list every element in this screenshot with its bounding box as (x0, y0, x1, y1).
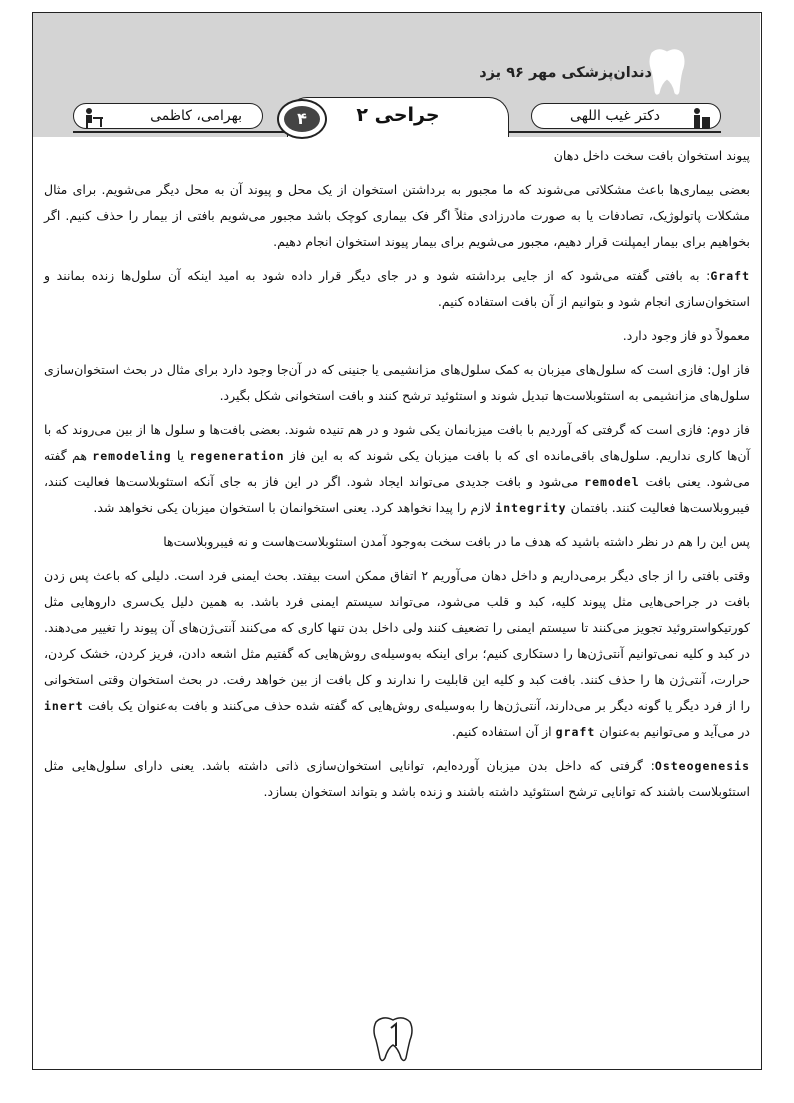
paragraph (44, 417, 750, 521)
latin-term: remodel (584, 475, 640, 489)
paragraph-text: می‌شود و بافت جدیدی می‌تواند ایجاد شود. اگر در این فاز به جای آنکه استئوبلاست‌ها فعالیت کنند، فیبروبلاست‌ها فعالیت کنند. بافتمان (44, 474, 750, 515)
person-at-podium-icon (690, 107, 712, 129)
professor-label: دکتر غیب اللهی (570, 108, 660, 124)
paragraph (44, 143, 750, 169)
paragraph-text: بعضی بیماری‌ها باعث مشکلاتی می‌شوند که ما مجبور به برداشتن استخوان از یک محل و پیوند آن به محل دیگر می‌شویم. برای مثال مشکلات پاتولوژیک، تصادفات یا به صورت مادرزادی مثلاً اگر فک بیماری کوچک باشد مجبور می‌شویم بافتی از بیمار را حذف کنیم. اگر بخواهیم برای بیمار ایمپلنت قرار دهیم، مجبور می‌شویم برای بیمار پیوند استخوان انجام دهیم. (44, 182, 750, 249)
paragraph (44, 563, 750, 745)
paragraph (44, 357, 750, 409)
person-at-desk-icon (82, 107, 104, 129)
paragraph-text: پس این را هم در نظر داشته باشید که هدف ما در بافت سخت به‌وجود آمدن استئوبلاست‌هاست و نه فیبروبلاست‌ها (163, 534, 750, 549)
course-title: جراحی ۲ (356, 104, 440, 126)
latin-term: inert (44, 699, 84, 713)
tooth-page-number-icon (370, 1014, 416, 1064)
latin-term: Graft (710, 269, 750, 283)
session-number: ۴ (284, 106, 320, 132)
paragraph-text: فاز دوم: فازی است که گرفتی که آوردیم با بافت میزبانمان یکی شود و در هم تنیده شوند. بعضی بافت‌ها و سلول ها از بین می‌روند که با آن‌ها کاری نداریم. سلول‌های باقی‌مانده ای که با بافت میزبان یکی شوند که به این فاز (44, 422, 750, 463)
paragraph-text: یا (171, 448, 190, 463)
paragraph (44, 753, 750, 805)
authors-pill (73, 103, 263, 129)
paragraph-text: در می‌آید و می‌توانیم به‌عنوان (595, 724, 750, 739)
site-title: دندان‌پزشکی مهر ۹۶ یزد (479, 65, 652, 81)
paragraph-text: : به بافتی گفته می‌شود که از جایی برداشته شود و در جای دیگر قرار داده شود به امید اینکه آن سلول‌ها زنده بمانند و استخوان‌سازی انجام شود و بتوانیم از آن بافت استفاده کنیم. (44, 268, 750, 309)
paragraph-text: پیوند استخوان بافت سخت داخل دهان (553, 148, 750, 163)
paragraph-text: معمولاً دو فاز وجود دارد. (622, 328, 750, 343)
latin-term: Osteogenesis (654, 759, 750, 773)
latin-term: graft (555, 725, 596, 739)
tooth-logo-icon (648, 47, 686, 97)
paragraph (44, 529, 750, 555)
paragraph (44, 323, 750, 349)
paragraph (44, 263, 750, 315)
session-number-badge (277, 99, 327, 139)
page-header (33, 13, 760, 137)
paragraph-text: فاز اول: فازی است که سلول‌های میزبان به کمک سلول‌های مزانشیمی یا جنینی که در آن‌جا وجود دارد برای مثال در بحث استخوان‌سازی سلول‌های مزانشیمی به استئوبلاست‌ها تبدیل شوند و استئوئید ترشح کنند و بافت استخوانی شکل بگیرد. (44, 362, 750, 403)
latin-term: regeneration (189, 449, 285, 463)
latin-term: remodeling (92, 449, 172, 463)
paragraph-text: لازم را پیدا نخواهد کرد. یعنی استخوانمان با استخوان میزبان یکی نخواهد شد. (93, 500, 496, 515)
article-body (44, 143, 750, 813)
paragraph-text: وقتی بافتی را از جای دیگر برمی‌داریم و داخل دهان می‌آوریم ۲ اتفاق ممکن است بیفتد. بحث ایمنی فرد است. دلیلی که باعث پس زدن بافت در جراحی‌هایی مثل پیوند کلیه، کبد و قلب می‌شود، می‌تواند سیستم ایمنی فرد باشد. به همین دلیل یک‌سری داروهایی مثل کورتیکواستروئید تجویز می‌کنند تا سیستم ایمنی را تضعیف کنند ولی داخل بدن تنها کاری که می‌کنند آنتی‌ژن‌های آن پیوند را تغییر می‌دهند. در کبد و کلیه نمی‌توانیم آنتی‌ژن‌ها را دستکاری کنیم؛ برای اینکه به‌وسیله‌ی روش‌هایی که گفتیم مثل اشعه دادن، فریز کردن، خشک کردن، حرارت، آنتی‌ژن ها را حذف کنند. بافت کبد و کلیه این قابلیت را ندارند و کل بافت از بین خواهد رفت. در بحث استخوان وقتی استخوانی را از فرد دیگر یا گونه دیگر بر می‌دارند، آنتی‌ژن‌ها را به‌وسیله‌ی روش‌هایی که گفته شده حذف می‌کنند و بافت به‌عنوان یک بافت (44, 568, 750, 713)
authors-label: بهرامی، کاظمی (150, 108, 242, 124)
paragraph-text: هم گفته می‌شود. یعنی بافت (44, 448, 750, 489)
professor-pill (531, 103, 721, 129)
title-band (73, 103, 721, 137)
paragraph (44, 177, 750, 255)
paragraph-text: از آن استفاده کنیم. (451, 724, 556, 739)
latin-term: integrity (495, 501, 567, 515)
paragraph-text: : گرفتی که داخل بدن میزبان آورده‌ایم، توانایی استخوان‌سازی ذاتی داشته باشد. یعنی دارای سلول‌هایی مثل استئوبلاست باشند که توانایی ترشح استئوئید داشته باشند و زنده باشد و بتواند استخوان بسازد. (44, 758, 750, 799)
